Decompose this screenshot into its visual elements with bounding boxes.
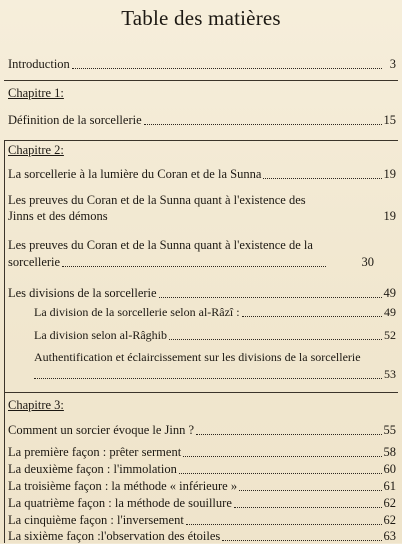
toc-entry-page: 53 [384, 367, 396, 381]
toc-subentry-razi [34, 304, 396, 320]
toc-entry-deuxieme [8, 461, 396, 477]
dot-leader [222, 539, 381, 541]
toc-entry-page: 3 [389, 57, 396, 71]
dot-leader [196, 433, 381, 435]
toc-entry-label: La division de la sorcellerie selon al-Râzî : [34, 305, 240, 319]
section-divider [4, 140, 398, 141]
toc-entry-label: Introduction [8, 57, 70, 71]
page-title: Table des matières [121, 6, 281, 30]
dot-leader [159, 296, 382, 298]
chapter-side-rule [4, 392, 5, 543]
dot-leader [183, 455, 381, 457]
chapter-heading-1: Chapitre 1: [8, 86, 64, 100]
toc-entry-introduction [8, 56, 396, 72]
chapter-heading-2: Chapitre 2: [8, 143, 64, 157]
dot-leader [144, 123, 382, 125]
toc-entry-preuves-jinns-line1: Les preuves du Coran et de la Sunna quant à l'existence des [8, 193, 306, 207]
dot-leader [110, 219, 382, 221]
toc-subentry-authentification [34, 366, 396, 382]
toc-subentry-raghib [34, 327, 396, 343]
toc-entry-page: 19 [383, 209, 396, 223]
dot-leader [242, 315, 382, 317]
toc-entry-preuves-sorcellerie [8, 254, 374, 270]
toc-entry-label: La troisième façon : la méthode « inférieure » [8, 479, 238, 493]
toc-entry-label: Les divisions de la sorcellerie [8, 286, 157, 300]
dot-leader [62, 265, 325, 267]
toc-entry-definition [8, 112, 396, 128]
toc-entry-label: Jinns et des démons [8, 209, 108, 223]
toc-entry-page: 52 [384, 328, 396, 342]
toc-entry-evoque [8, 422, 396, 438]
toc-entry-label: La division selon al-Râghib [34, 328, 167, 342]
toc-entry-label: sorcellerie [8, 255, 61, 269]
toc-entry-label: La deuxième façon : l'immolation [8, 462, 177, 476]
chapter-side-rule [4, 140, 5, 392]
toc-entry-page: 62 [383, 496, 396, 510]
toc-entry-label: Comment un sorcier évoque le Jinn ? [8, 423, 195, 437]
toc-entry-label: La sixième façon :l'observation des étoiles [8, 529, 221, 543]
dot-leader [234, 506, 382, 508]
toc-entry-page: 19 [383, 167, 396, 181]
dot-leader [239, 489, 381, 491]
toc-entry-page: 15 [383, 113, 396, 127]
toc-entry-label: Définition de la sorcellerie [8, 113, 142, 127]
toc-entry-sixieme [8, 528, 396, 544]
dot-leader [263, 177, 381, 179]
dot-leader [179, 472, 382, 474]
toc-entry-divisions [8, 285, 396, 301]
section-divider [4, 392, 398, 393]
toc-subentry-authentification-line1: Authentification et éclaircissement sur les divisions de la sorcellerie [34, 350, 361, 364]
toc-entry-lumiere [8, 166, 396, 182]
toc-entry-page: 55 [383, 423, 396, 437]
toc-entry-label: La cinquième façon : l'inversement [8, 513, 184, 527]
toc-entry-cinquieme [8, 512, 396, 528]
toc-entry-troisieme [8, 478, 396, 494]
dot-leader [186, 523, 382, 525]
toc-entry-page: 61 [383, 479, 396, 493]
toc-entry-page: 49 [384, 305, 396, 319]
chapter-heading-3: Chapitre 3: [8, 398, 64, 412]
toc-entry-page: 62 [383, 513, 396, 527]
toc-entry-preuves-jinns [8, 208, 396, 224]
toc-entry-label: La sorcellerie à la lumière du Coran et de la Sunna [8, 167, 262, 181]
toc-entry-label: La première façon : prêter serment [8, 445, 182, 459]
dot-leader [72, 67, 382, 69]
toc-entry-page: 63 [383, 529, 396, 543]
section-divider [4, 80, 398, 81]
toc-entry-quatrieme [8, 495, 396, 511]
toc-entry-page: 30 [361, 255, 374, 269]
toc-entry-page: 49 [383, 286, 396, 300]
toc-entry-page: 58 [383, 445, 396, 459]
toc-entry-preuves-sorcellerie-line1: Les preuves du Coran et de la Sunna quant à l'existence de la [8, 238, 313, 252]
toc-entry-premiere [8, 444, 396, 460]
toc-entry-label: La quatrième façon : la méthode de souillure [8, 496, 232, 510]
toc-entry-page: 60 [383, 462, 396, 476]
dot-leader [34, 377, 382, 379]
dot-leader [169, 338, 382, 340]
